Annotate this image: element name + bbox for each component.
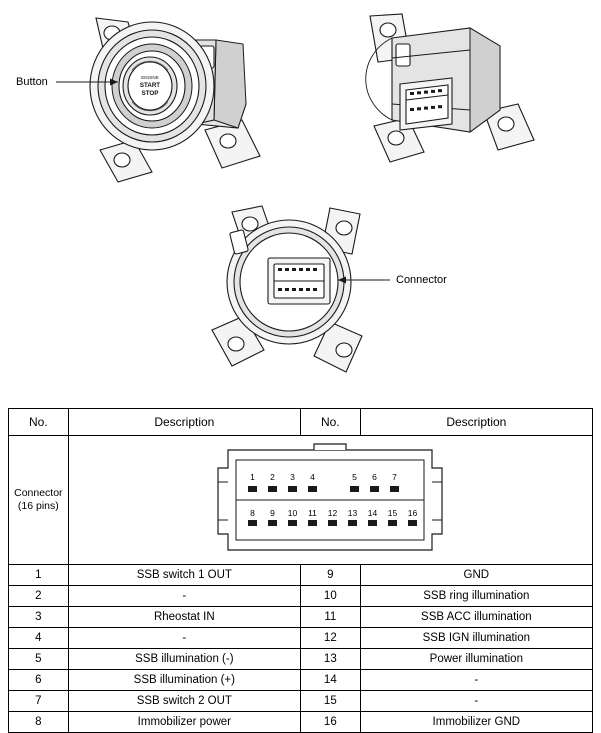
svg-text:STOP: STOP [141, 90, 159, 97]
svg-text:8: 8 [250, 508, 256, 518]
svg-text:5: 5 [352, 472, 358, 482]
table-row [9, 670, 593, 691]
switch-view-front [56, 18, 260, 182]
pin-desc: SSB ACC illumination [360, 607, 592, 628]
svg-text:3: 3 [290, 472, 296, 482]
pin-desc: GND [360, 565, 592, 586]
svg-text:9: 9 [270, 508, 276, 518]
svg-text:10: 10 [288, 508, 298, 518]
pin-no: 1 [9, 565, 69, 586]
pin-no: 16 [300, 712, 360, 733]
connector-pin-diagram [210, 442, 450, 558]
pin-desc: Rheostat IN [68, 607, 300, 628]
pinout-table-wrap [8, 408, 593, 733]
pin-desc: - [68, 628, 300, 649]
pin-no: 10 [300, 586, 360, 607]
connector-label-line2: (16 pins) [17, 500, 59, 512]
pin-no: 4 [9, 628, 69, 649]
pin-desc: SSB illumination (-) [68, 649, 300, 670]
pin-desc: SSB switch 2 OUT [68, 691, 300, 712]
pinout-table-head [9, 409, 593, 436]
pin-desc: - [68, 586, 300, 607]
table-row [9, 565, 593, 586]
header-no-left: No. [9, 409, 69, 436]
pin-no: 7 [9, 691, 69, 712]
pin-row-bottom [248, 520, 417, 526]
svg-text:14: 14 [368, 508, 378, 518]
pin-no: 5 [9, 649, 69, 670]
table-row [9, 607, 593, 628]
pin-desc: SSB IGN illumination [360, 628, 592, 649]
table-row [9, 691, 593, 712]
pin-no: 12 [300, 628, 360, 649]
header-row [9, 409, 593, 436]
table-row [9, 586, 593, 607]
pin-no: 8 [9, 712, 69, 733]
pin-no: 6 [9, 670, 69, 691]
table-row [9, 712, 593, 733]
svg-text:16: 16 [408, 508, 418, 518]
svg-text:7: 7 [392, 472, 398, 482]
pin-no: 15 [300, 691, 360, 712]
switch-view-back [212, 206, 390, 372]
svg-text:1: 1 [250, 472, 256, 482]
pinout-table-body [9, 565, 593, 733]
connector-diagram-row [9, 436, 593, 565]
pin-no: 2 [9, 586, 69, 607]
header-desc-left: Description [68, 409, 300, 436]
connector-label-cell [9, 436, 69, 565]
pin-desc: SSB switch 1 OUT [68, 565, 300, 586]
svg-text:ENGINE: ENGINE [141, 75, 159, 80]
pin-no: 14 [300, 670, 360, 691]
pin-desc: SSB ring illumination [360, 586, 592, 607]
svg-text:13: 13 [348, 508, 358, 518]
svg-text:11: 11 [308, 508, 318, 518]
header-desc-right: Description [360, 409, 592, 436]
pin-desc: - [360, 691, 592, 712]
pin-no: 13 [300, 649, 360, 670]
table-row [9, 649, 593, 670]
pin-desc: Immobilizer GND [360, 712, 592, 733]
connector-pin-diagram-cell [68, 436, 592, 565]
connector-label-line1: Connector [14, 486, 63, 499]
pin-desc: Power illumination [360, 649, 592, 670]
connector-callout-label: Connector [396, 274, 447, 286]
pin-desc: Immobilizer power [68, 712, 300, 733]
header-no-right: No. [300, 409, 360, 436]
svg-text:START: START [139, 82, 161, 89]
pin-desc: - [360, 670, 592, 691]
pin-desc: SSB illumination (+) [68, 670, 300, 691]
switch-view-rear [366, 14, 534, 162]
svg-text:15: 15 [388, 508, 398, 518]
svg-text:2: 2 [270, 472, 276, 482]
svg-text:4: 4 [310, 472, 316, 482]
svg-text:6: 6 [372, 472, 378, 482]
pin-no: 9 [300, 565, 360, 586]
pinout-table [8, 408, 593, 733]
pin-no: 11 [300, 607, 360, 628]
pin-no: 3 [9, 607, 69, 628]
svg-text:12: 12 [328, 508, 338, 518]
button-callout-label: Button [16, 76, 48, 88]
table-row [9, 628, 593, 649]
